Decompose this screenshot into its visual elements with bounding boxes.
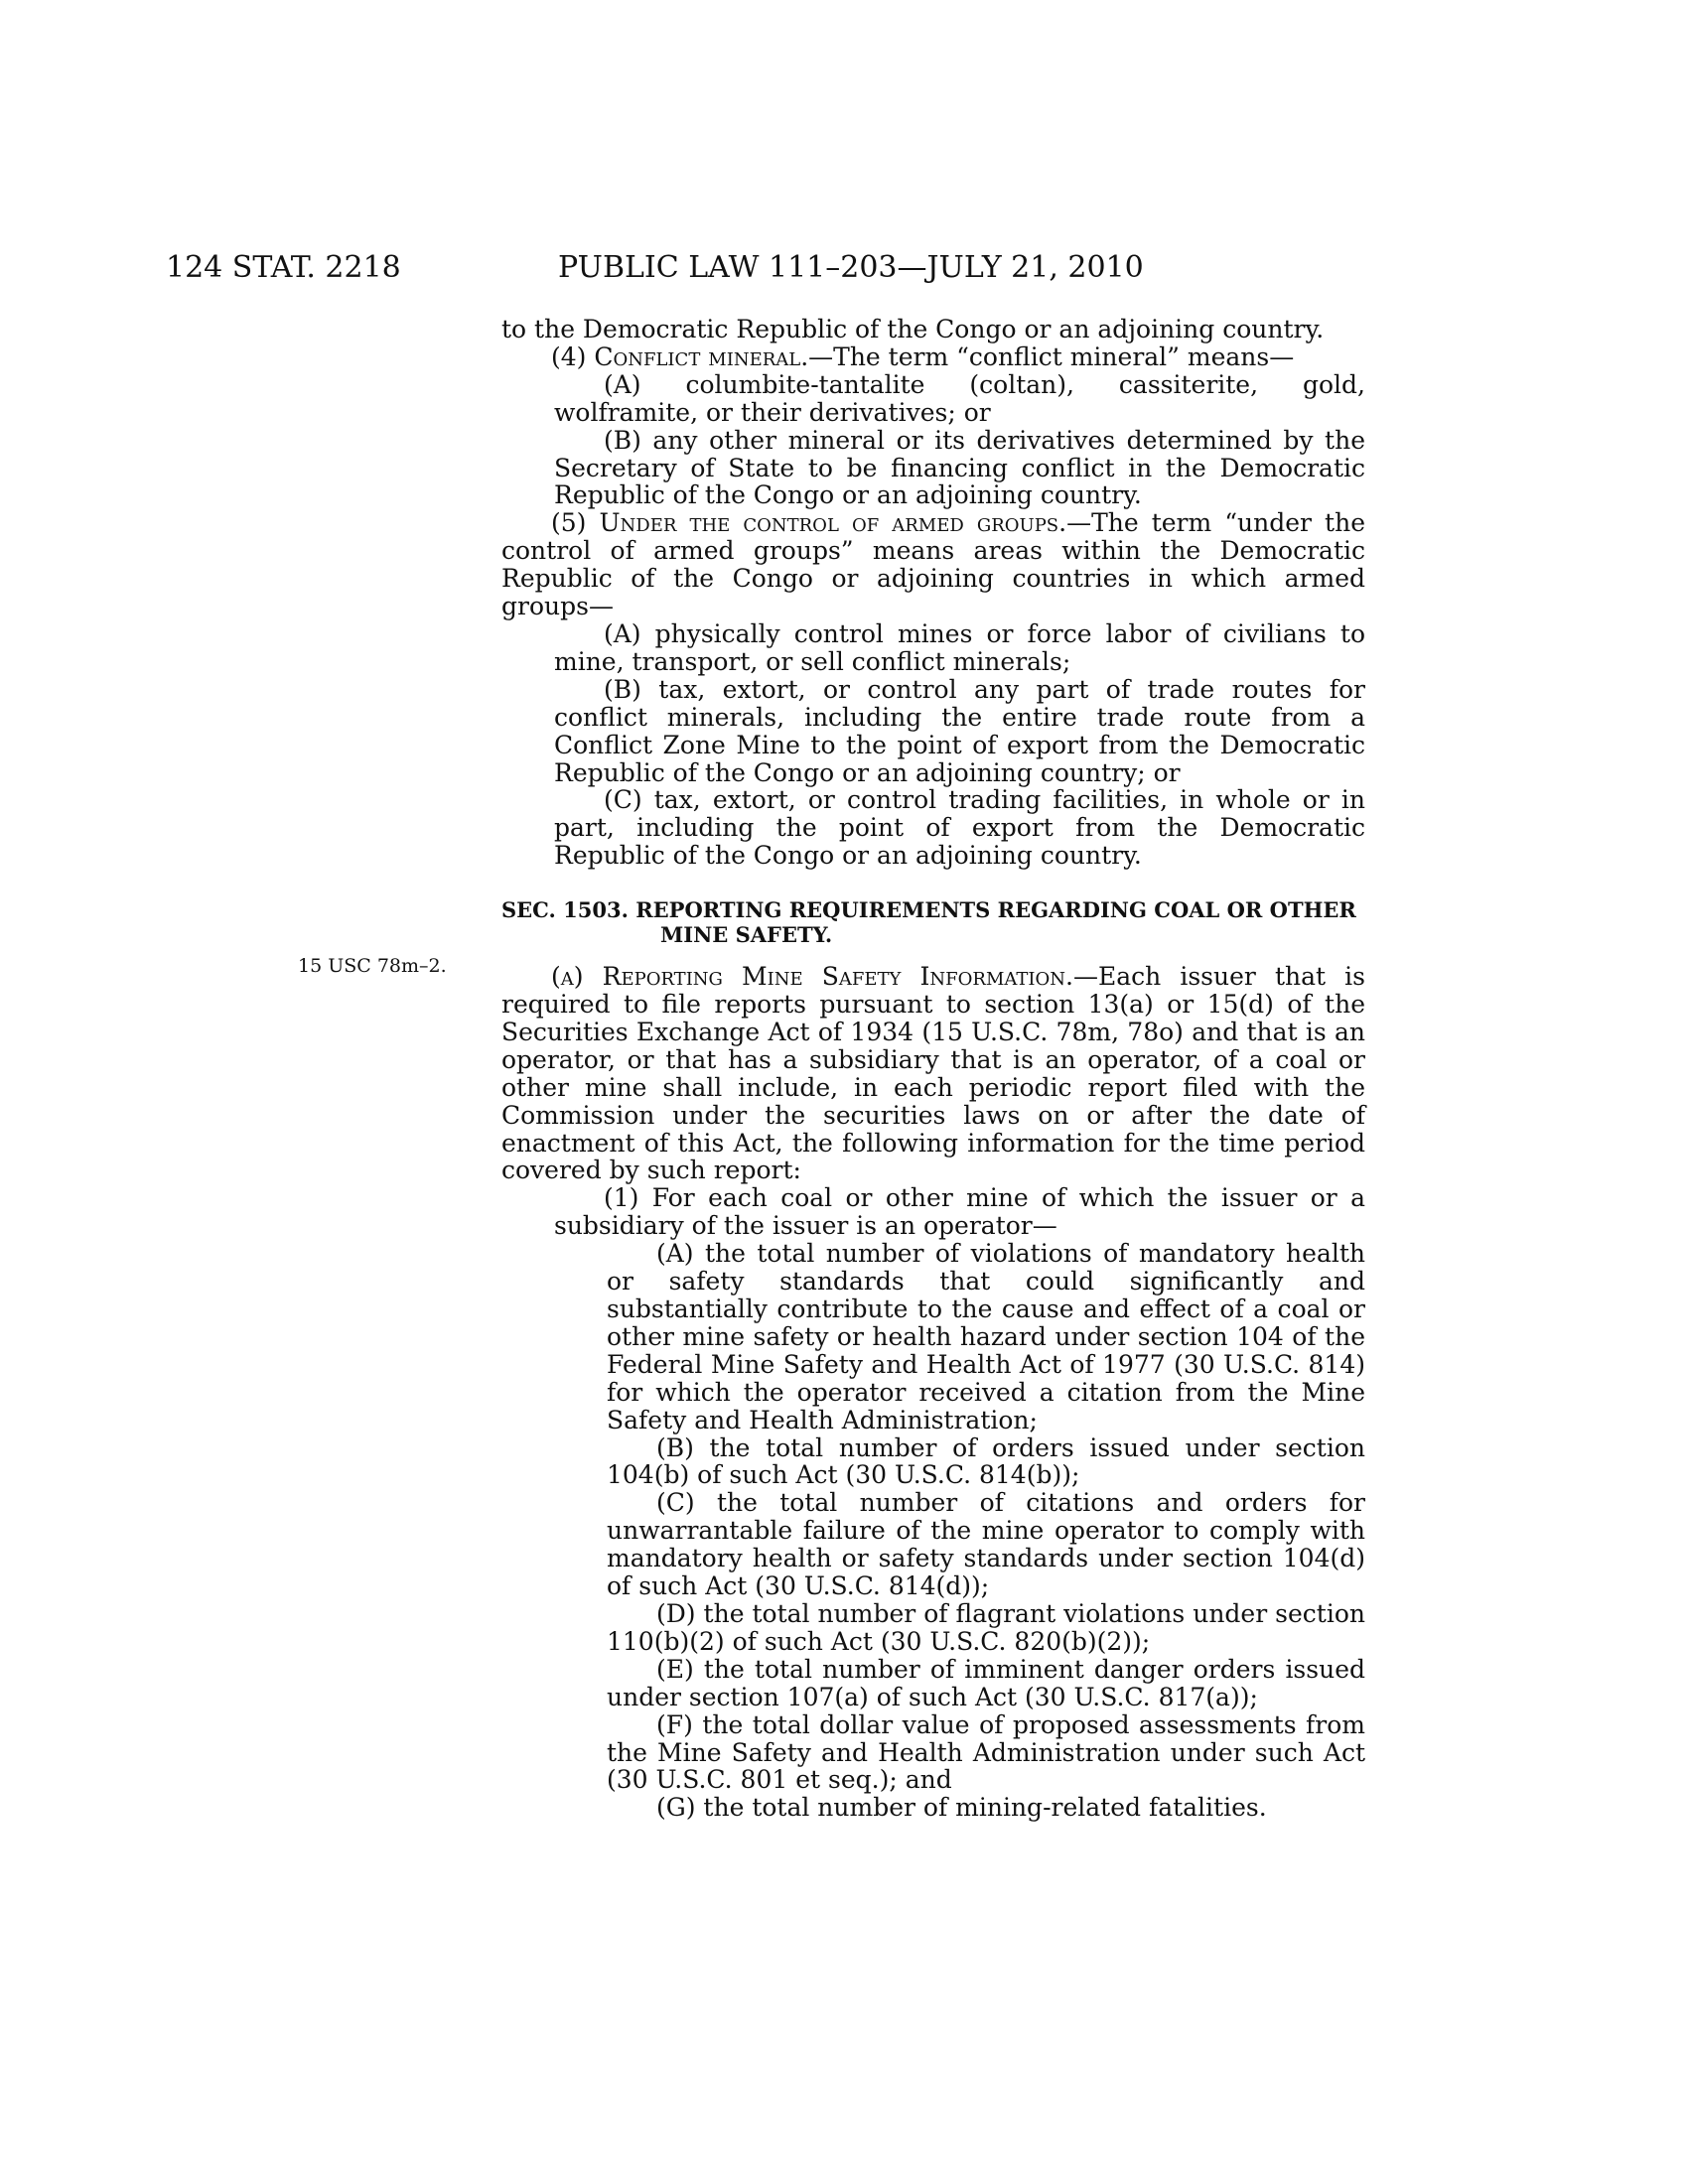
margin-citation: 15 USC 78m–2. (298, 955, 447, 977)
definition-5 (501, 509, 1365, 620)
definition-5-heading: (5) Under the control of armed groups. (551, 508, 1067, 538)
paragraph-1-e: (E) the total number of imminent danger orders issued under section 107(a) of such Act (30 U.S.C. 817(a)); (607, 1654, 1365, 1711)
paragraph-1-a: (A) the total number of violations of mandatory health or safety standards that could significantly and substantially contribute to the cause and effect of a coal or other mine safety or health hazard under section 104 of the Federal Mine Safety and Health Act of 1977 (30 U.S.C. 814) for which the operator received a citation from the Mine Safety and Health Administration; (607, 1239, 1365, 1434)
paragraph-1: (1) For each coal or other mine of which the issuer or a subsidiary of the issuer is an operator— (554, 1183, 1365, 1241)
definition-4 (501, 343, 1365, 371)
paragraph-1-b: (B) the total number of orders issued under section 104(b) of such Act (30 U.S.C. 814(b)); (607, 1433, 1365, 1490)
subsection-a-heading: (a) Reporting Mine Safety Information. (551, 962, 1073, 992)
definition-5-b: (B) tax, extort, or control any part of trade routes for conflict minerals, including the entire trade route from a Conflict Zone Mine to the point of export from the Democratic Republic of the Congo or an adjoining country; or (554, 674, 1365, 787)
definition-4-a: (A) columbite-tantalite (coltan), cassiterite, gold, wolframite, or their derivatives; or (554, 369, 1365, 427)
subsection-a (501, 963, 1365, 1184)
statute-body (501, 316, 1365, 1822)
paragraph-1-g: (G) the total number of mining-related fatalities. (656, 1793, 1267, 1823)
definition-5-c: (C) tax, extort, or control trading facilities, in whole or in part, including the point of export from the Democratic Republic of the Congo or an adjoining country. (554, 785, 1365, 871)
definition-4-heading: (4) Conflict mineral. (551, 341, 809, 371)
definition-5-a: (A) physically control mines or force labor of civilians to mine, transport, or sell conflict minerals; (554, 618, 1365, 676)
law-title: PUBLIC LAW 111–203—JULY 21, 2010 (558, 250, 1144, 285)
definition-4-b: (B) any other mineral or its derivatives determined by the Secretary of State to be financing conflict in the Democratic Republic of the Congo or an adjoining country. (554, 425, 1365, 510)
subsection-a-text: —Each issuer that is required to file reports pursuant to section 13(a) or 15(d) of the Securities Exchange Act of 1934 (15 U.S.C. 78m, 78o) and that is an operator, or that has a subsidiary that is an operator, of a coal or other mine shall include, in each periodic report filed with the Commission under the securities laws on or after the date of enactment of this Act, the following information for the time period covered by such report: (501, 962, 1365, 1185)
section-heading: SEC. 1503. REPORTING REQUIREMENTS REGARDING COAL OR OTHER MINE SAFETY. (501, 897, 1356, 948)
definition-4-text: —The term “conflict mineral” means— (808, 341, 1295, 371)
definition-5-text: —The term “under the control of armed groups” means areas within the Democratic Republic of the Congo or adjoining countries in which armed groups— (501, 508, 1365, 621)
paragraph-1-c: (C) the total number of citations and orders for unwarrantable failure of the mine operator to comply with mandatory health or safety standards under section 104(d) of such Act (30 U.S.C. 814(d)); (607, 1488, 1365, 1601)
page-reference: 124 STAT. 2218 (166, 250, 401, 285)
continuation-text: to the Democratic Republic of the Congo or an adjoining country. (501, 315, 1325, 343)
paragraph-1-d: (D) the total number of flagrant violations under section 110(b)(2) of such Act (30 U.S.C. 820(b)(2)); (607, 1598, 1365, 1656)
paragraph-1-f: (F) the total dollar value of proposed assessments from the Mine Safety and Health Administration under such Act (30 U.S.C. 801 et seq.); and (607, 1709, 1365, 1795)
